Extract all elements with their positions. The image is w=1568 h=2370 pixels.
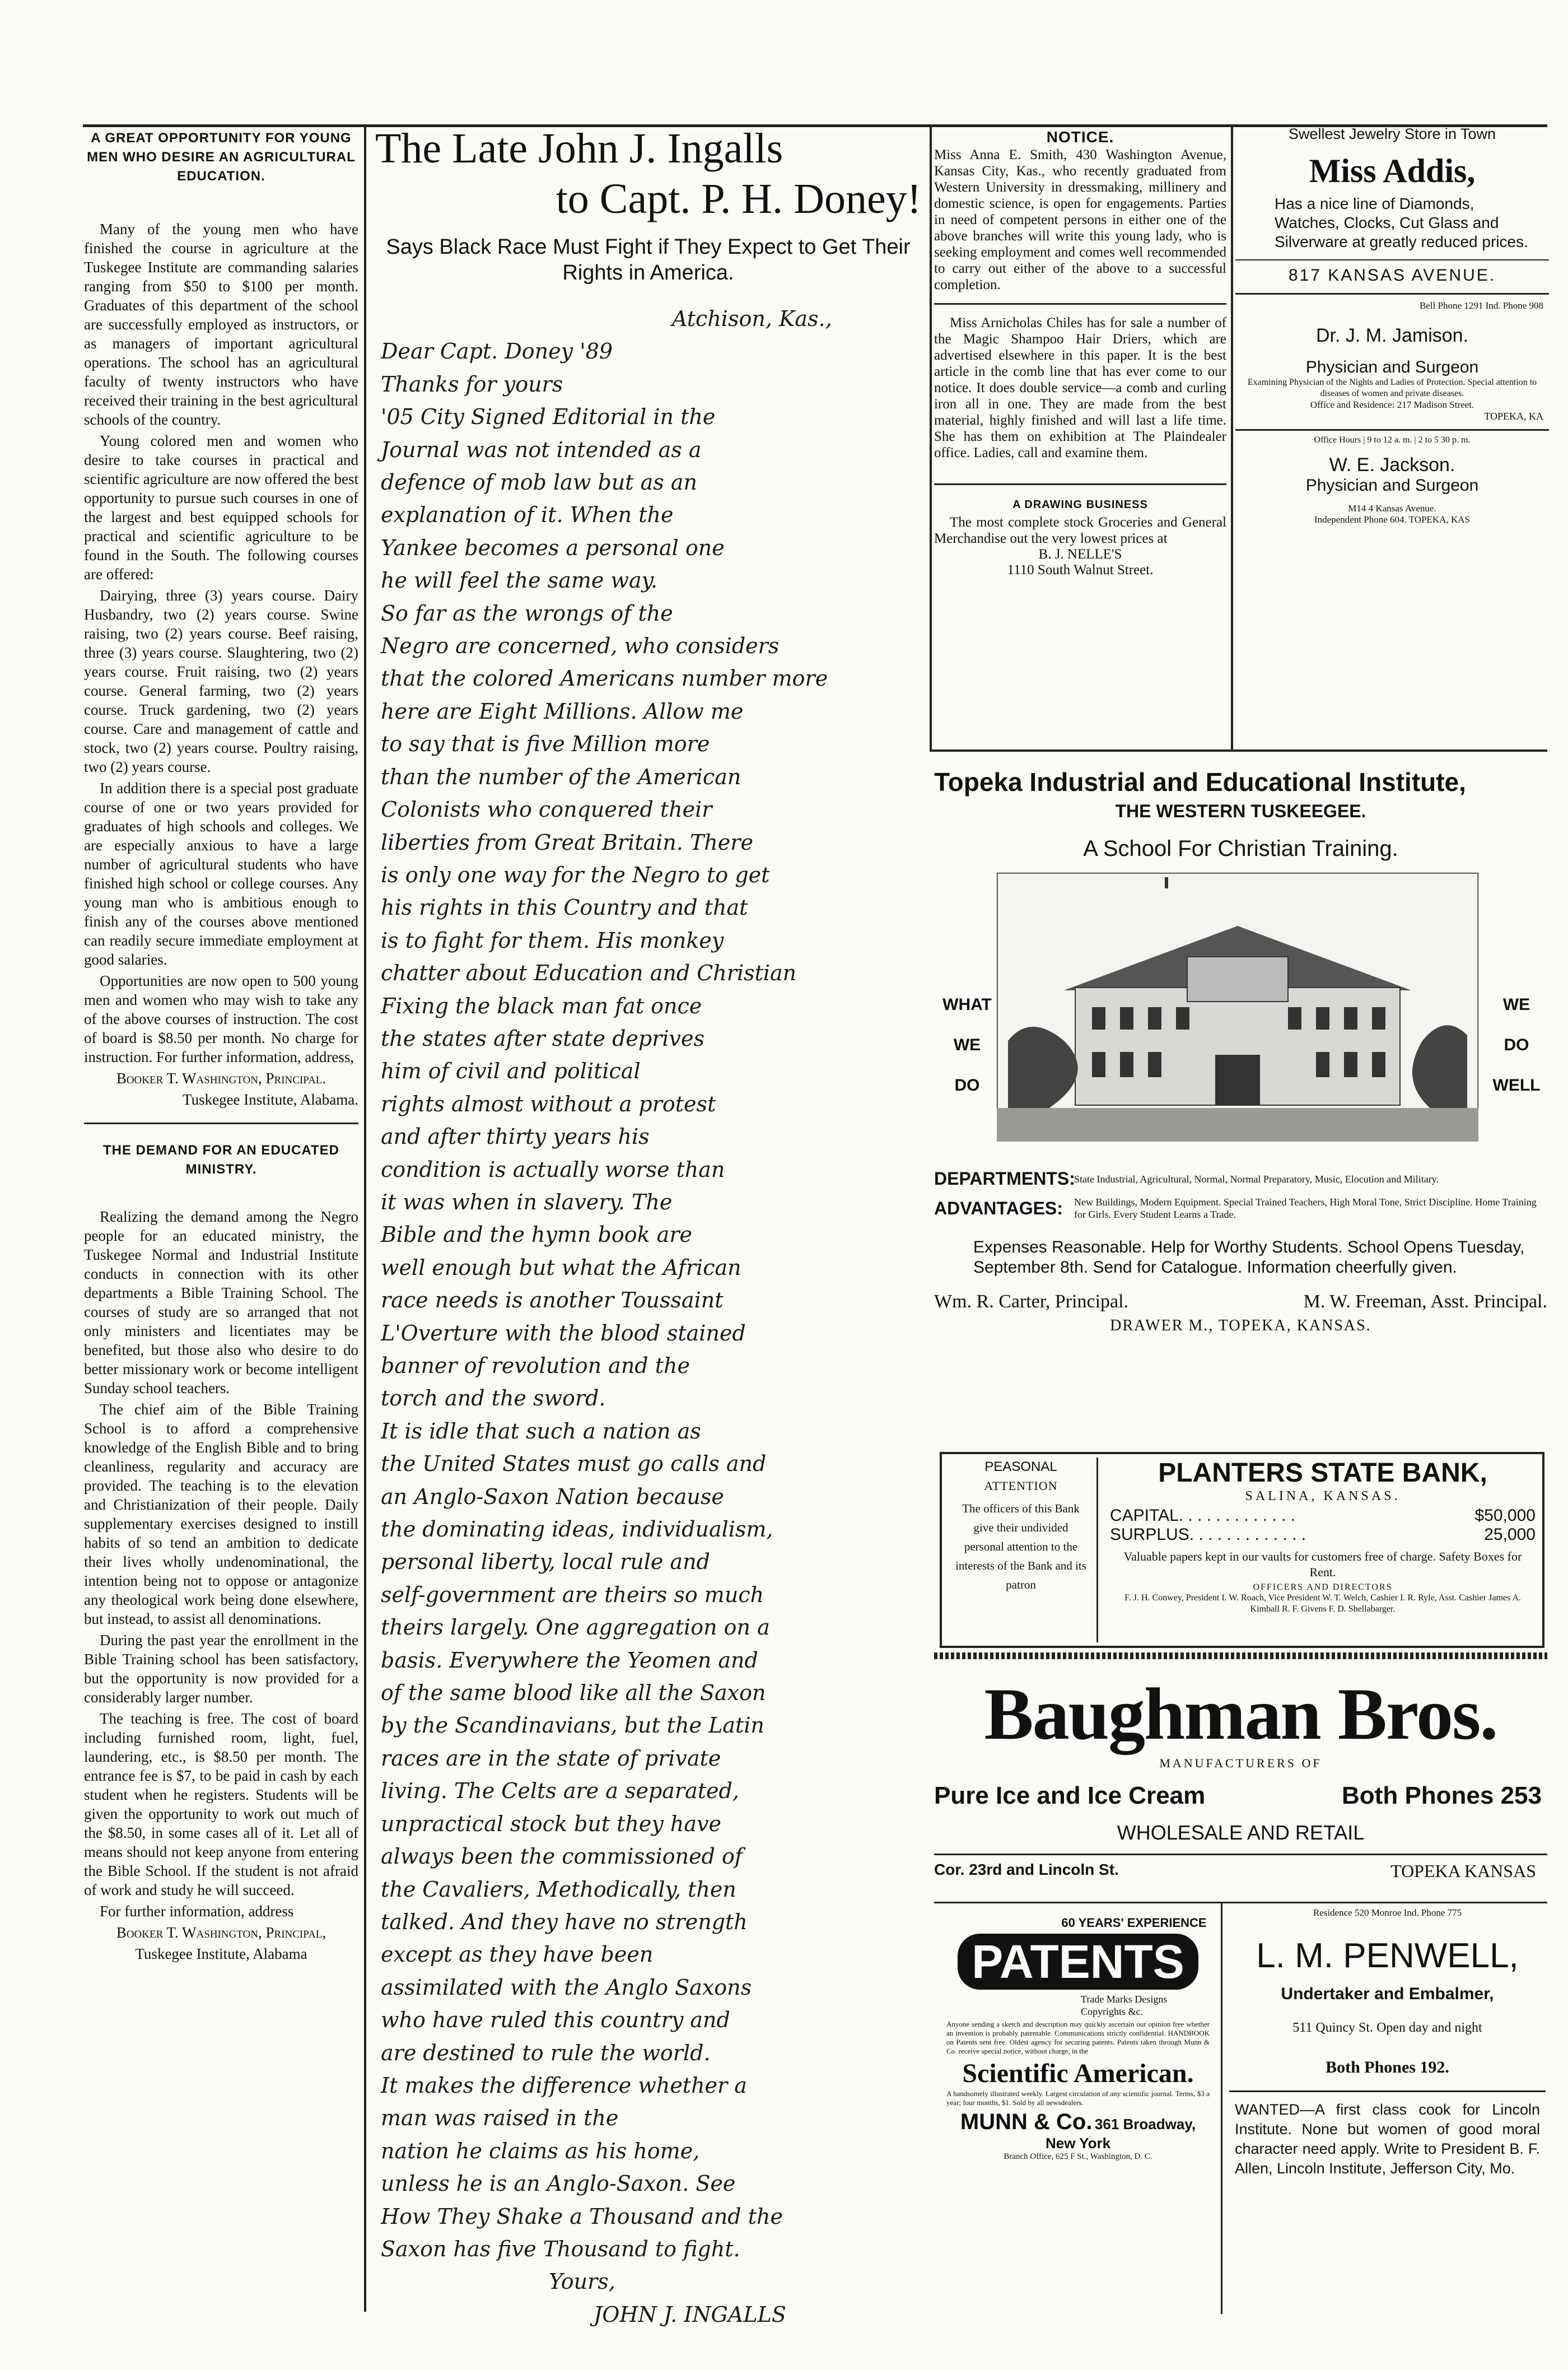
chiles-text: Miss Arnicholas Chiles has for sale a number of the Magic Shampoo Hair Driers, which are advertised elsewhere in this paper. It is the best article in the comb line that has ever come to our notice. It does double service—a comb and curling iron all in one. They are made from the best material, highly finished and will last a life time. She has them on exhibition at The Plaindealer office. Ladies, call and examine them. (934, 315, 1226, 460)
advantages-row (934, 1196, 1547, 1221)
patents-munn-addr: 361 Broadway, New York (1045, 2116, 1196, 2152)
bank-surplus-row (1104, 1525, 1541, 1544)
hand-line: well enough but what the African (381, 1255, 741, 1280)
lower-ads-separator (1221, 1902, 1222, 2314)
topeka-address: DRAWER M., TOPEKA, KANSAS. (1110, 1317, 1371, 1334)
doctor1-name: Dr. J. M. Jamison. (1315, 325, 1469, 346)
article1-paragraph: In addition there is a special post graduate course of one or two years provided for graduates of high schools and colleges. We are especially anxious to have a large number of agricultural students who have finished high school or college courses. Any young man who is ambitious enough to finish any of the courses above mentioned can readily secure immediate employment at good salaries. (84, 780, 358, 968)
lower-ads-rule (934, 1902, 1547, 1903)
hand-line: the United States must go calls and (381, 1451, 767, 1477)
hand-line: condition is actually worse than (381, 1157, 725, 1182)
bank-bottom-border (934, 1652, 1547, 1659)
topeka-left-words (942, 985, 992, 1106)
bank-main (1104, 1458, 1541, 1615)
bank-capital-row (1104, 1504, 1541, 1525)
hand-line: personal liberty, local rule and (381, 1549, 710, 1575)
topeka-tagline: A School For Christian Training. (1083, 836, 1398, 861)
penwell-both-phones: Both Phones 192. (1326, 2058, 1449, 2076)
hand-line: unpractical stock but they have (381, 1811, 722, 1836)
patents-ad (946, 1916, 1210, 2162)
col-separator-2 (930, 124, 932, 752)
hand-line: '05 City Signed Editorial in the (381, 404, 716, 430)
notice-text: Miss Anna E. Smith, 430 Washington Avenue, Kansas City, Kas., who recently graduated from Western University in dressmaking, millinery and domestic science, is open for engagements. Parties in need of competent persons in either one of the above branches will write this young lady, who is seeking employment and comes well recommended to carry out either of the above to a successful completion. (934, 147, 1226, 292)
article2-paragraph: The teaching is free. The cost of board including furnished room, light, fuel, laundering, etc., is $8.50 per month. The entrance fee is $7, to be paid in cash by each student when he registers. Students will be given the opportunity to work out much of the $8.50, in some cases all of it. Let all of means should not keep anyone from entering the Bible School. If the student is not afraid of work and study he will succeed. (84, 1710, 358, 1898)
hand-line: liberties from Great Britain. There (381, 830, 753, 855)
bank-capital-value: $50,000 (1474, 1506, 1536, 1525)
hand-line: are destined to rule the world. (381, 2040, 711, 2065)
departments-row (934, 1168, 1547, 1189)
jewelry-name: Miss Addis, (1309, 152, 1476, 189)
jewelry-address: 817 KANSAS AVENUE. (1288, 266, 1496, 285)
patents-munn: MUNN & Co. (960, 2110, 1093, 2134)
hand-line: Bible and the hymn book are (381, 1222, 692, 1247)
article1-signature-place: Tuskegee Institute, Alabama. (183, 1091, 358, 1108)
drawing-title: A DRAWING BUSINESS (1012, 499, 1148, 511)
topeka-picture-row (934, 873, 1547, 1164)
hand-line: and after thirty years his (381, 1124, 650, 1149)
hand-line: Thanks for yours (381, 371, 563, 397)
right-word: DO (1504, 1036, 1529, 1054)
article2-title: THE DEMAND FOR AN EDUCATED MINISTRY. (103, 1143, 339, 1177)
jewelry-divider (1235, 259, 1549, 260)
topeka-expenses: Expenses Reasonable. Help for Worthy Students. School Opens Tuesday, September 8th. Send for Catalogue. Information cheerfully given. (973, 1238, 1525, 1277)
article1-paragraph: Dairying, three (3) years course. Dairy Husbandry, two (2) years course. Swine raising, two (2) years course. Beef raising, three (3) years course. Slaughtering, two (2) years course. Fruit raising, two (2) years course. General farming, two (2) years course. Truck gardening, two (2) years course. Care and management of cattle and stock, two (2) years course. Poultry raising, two (2) years course. (84, 587, 358, 775)
col-separator-3 (1231, 124, 1233, 752)
bank-vault: Valuable papers kept in our vaults for customers free of charge. Safety Boxes for Rent. (1123, 1549, 1522, 1579)
topeka-principal: Wm. R. Carter, Principal. (934, 1291, 1129, 1312)
notices-column (934, 128, 1226, 578)
hand-line: race needs is another Toussaint (381, 1288, 724, 1313)
drawing-address: 1110 South Walnut Street. (1007, 562, 1154, 578)
column-1 (84, 129, 358, 1966)
letter-title-line1: The Late John J. Ingalls (375, 125, 783, 172)
advantages-label: ADVANTAGES: (934, 1198, 1063, 1218)
chiles-divider (934, 483, 1226, 485)
article2-signature: Booker T. Washington, Principal, (116, 1924, 326, 1941)
doctor1-phones: Bell Phone 1291 Ind. Phone 908 (1420, 300, 1543, 311)
handwritten-letter (370, 302, 927, 2331)
penwell-title: Undertaker and Embalmer, (1281, 1985, 1494, 2003)
doctor1-city: TOPEKA, KA (1484, 411, 1543, 422)
jewelry-head: Swellest Jewelry Store in Town (1288, 125, 1496, 142)
article2-signature-place: Tuskegee Institute, Alabama (135, 1945, 307, 1962)
topeka-title: Topeka Industrial and Educational Institute, (934, 767, 1466, 797)
hand-line: here are Eight Millions. Allow me (381, 699, 744, 724)
bank-city: SALINA, KANSAS. (1245, 1489, 1401, 1503)
doctor1-note: Examining Physician of the Nights and Ladies of Protection. Special attention to diseases of women and private diseases. (1247, 378, 1537, 398)
col-separator-1 (364, 124, 366, 2312)
letter-title-line2: to Capt. P. H. Doney! (556, 175, 921, 222)
article1-paragraph: Young colored men and women who desire to take courses in practical and scientific agriculture are now offered the best opportunity to pursue such courses in one of the largest and best equipped schools for practical and scientific agriculture to be found in the South. The following courses are offered: (84, 432, 358, 583)
patents-marks: Trade Marks Designs Copyrights &c. (1081, 1994, 1168, 2017)
wanted-notice: WANTED—A first class cook for Lincoln Institute. None but women of good moral character need apply. Write to President B. F. Allen, Lincoln Institute, Jefferson City, Mo. (1235, 2101, 1540, 2177)
baughman-subtitle: MANUFACTURERS OF (1159, 1756, 1322, 1770)
left-word: DO (954, 1076, 980, 1095)
bank-left-text: The officers of this Bank give their undivided personal attention to the interests of the Bank and its patron (955, 1502, 1086, 1591)
hand-line: unless he is an Anglo-Saxon. See (381, 2171, 736, 2196)
departments-label: DEPARTMENTS: (934, 1168, 1075, 1189)
doctor1-office: Office and Residence: 217 Madison Street. (1310, 399, 1474, 410)
baughman-city: TOPEKA KANSAS (1390, 1861, 1536, 1881)
hand-line: self-government are theirs so much (381, 1582, 764, 1607)
hand-line: rights almost without a protest (381, 1091, 716, 1116)
planters-bank-ad (940, 1452, 1544, 1648)
article1-body (84, 220, 358, 1109)
left-word: WE (953, 1036, 981, 1054)
penwell-phones: Residence 520 Monroe Ind. Phone 775 (1313, 1907, 1462, 1918)
baughman-name: Baughman Bros. (984, 1673, 1497, 1755)
hand-line: an Anglo-Saxon Nation because (381, 1484, 724, 1509)
business-cards-column (1235, 122, 1549, 525)
hand-line: It is idle that such a nation as (381, 1418, 701, 1444)
left-word: WHAT (942, 995, 992, 1014)
departments-text: State Industrial, Agricultural, Normal, Normal Preparatory, Music, Elocution and Military. (1074, 1173, 1439, 1185)
hand-line: the dominating ideas, individualism, (381, 1517, 773, 1542)
article-divider (84, 1123, 358, 1124)
hand-line: nation he claims as his home, (381, 2138, 700, 2163)
letter-subtitle: Says Black Race Must Fight if They Expect to Get Their Rights in America. (386, 235, 911, 285)
hand-line: Negro are concerned, who considers (381, 634, 780, 659)
doctor2-hours: Office Hours | 9 to 12 a. m. | 2 to 5 30 p. m. (1314, 435, 1471, 445)
article2-paragraph: For further information, address (100, 1903, 294, 1920)
hand-line: defence of mob law but as an (381, 470, 697, 495)
doctor2-phone: Independent Phone 604. TOPEKA, KAS (1314, 514, 1470, 525)
doctor2-name: W. E. Jackson. (1329, 454, 1455, 476)
hand-line: Saxon has five Thousand to fight. (381, 2236, 740, 2261)
bank-personal-attention (945, 1458, 1098, 1642)
patents-branch: Branch Office, 625 F St., Washington, D. C. (1004, 2152, 1152, 2161)
topeka-asst-principal: M. W. Freeman, Asst. Principal. (1303, 1291, 1547, 1312)
bank-left-head2: ATTENTION (984, 1479, 1058, 1493)
hand-line: Journal was not intended as a (381, 437, 702, 462)
hand-line: chatter about Education and Christian (381, 961, 797, 986)
doctor1-title: Physician and Surgeon (1305, 358, 1479, 376)
hand-line: the states after state deprives (381, 1026, 704, 1051)
baughman-wholesale: WHOLESALE AND RETAIL (1117, 1821, 1365, 1844)
hand-line: basis. Everywhere the Yeomen and (381, 1647, 758, 1673)
jewelry-text: Has a nice line of Diamonds, Watches, Clocks, Cut Glass and Silverware at greatly reduced prices. (1275, 195, 1528, 250)
hand-line: L'Overture with the blood stained (381, 1320, 746, 1345)
hand-line: by the Scandinavians, but the Latin (381, 1713, 764, 1738)
hand-line: Dear Capt. Doney '89 (381, 339, 613, 364)
hand-line: Yours, (549, 2269, 615, 2294)
baughman-ad (934, 1672, 1547, 1882)
baughman-phones: Both Phones 253 (1342, 1782, 1542, 1809)
hand-line: living. The Celts are a separated, (381, 1778, 739, 1804)
hand-line: assimilated with the Anglo Saxons (381, 1975, 752, 2000)
patents-top: 60 YEARS' EXPERIENCE (1061, 1916, 1207, 1930)
hand-line: is only one way for the Negro to get (381, 862, 770, 887)
hand-line: man was raised in the (381, 2106, 619, 2131)
hand-line: Yankee becomes a personal one (381, 535, 725, 560)
hand-line: of the same blood like all the Saxon (381, 1680, 766, 1706)
hand-line: talked. And they have no strength (381, 1909, 748, 1934)
doctor2-note: M14 4 Kansas Avenue. (1348, 503, 1436, 514)
bank-capital-label: CAPITAL. . . . . . . . . . . . . (1110, 1506, 1296, 1525)
patents-text: Anyone sending a sketch and description may quickly ascertain our opinion free whether an invention is probably patentable. Communications strictly confidential. HANDBOOK on Patents sent free. Oldest agency for securing patents. Patents taken through Munn & Co. receive special notice, without charge, in the (946, 2020, 1210, 2055)
doctor2-title: Physician and Surgeon (1305, 476, 1479, 495)
hand-signature: JOHN J. INGALLS (594, 2302, 786, 2327)
topeka-right-words (1488, 985, 1544, 1106)
drawing-name: B. J. NELLE'S (1038, 547, 1122, 562)
penwell-ad (1229, 1907, 1546, 2178)
penwell-name: L. M. PENWELL, (1256, 1936, 1519, 1975)
bank-surplus-label: SURPLUS. . . . . . . . . . . . . (1110, 1525, 1306, 1544)
institute-building-image (997, 873, 1478, 1142)
topeka-institute-ad (934, 766, 1547, 1335)
hand-line: banner of revolution and the (381, 1353, 690, 1378)
ads-top-rule (930, 749, 1547, 752)
baughman-products: Pure Ice and Ice Cream (934, 1782, 1206, 1809)
hand-line: him of civil and political (381, 1059, 641, 1084)
right-word: WE (1502, 995, 1530, 1014)
article2-paragraph: The chief aim of the Bible Training School is to afford a comprehensive knowledge of the English Bible and to bring cleanliness, regularity and accuracy are provided. The teaching is to the elevation and Christianization of their people. Daily supplementary exercises designed to instill habits of so tend an ambition to dedicate their lives wholly undenominational, the intention being not to oppose or antagonize any theological work being done elsewhere, but instead, to assist all denominations. (84, 1401, 358, 1627)
hand-line: except as they have been (381, 1942, 654, 1967)
bank-left-head1: PEASONAL (984, 1459, 1057, 1474)
patents-sci-text: A handsomely illustrated weekly. Largest circulation of any scientific journal. Terms, $3 a year; four months, $1. Sold by all newsdealers. (946, 2089, 1210, 2107)
hand-line: always been the commissioned of (381, 1844, 743, 1869)
doctor-divider (1235, 429, 1549, 431)
hand-line: It makes the difference whether a (381, 2073, 747, 2098)
hand-line: How They Shake a Thousand and the (381, 2204, 783, 2229)
hand-line: torch and the sword. (381, 1386, 606, 1411)
hand-line: to say that is five Million more (381, 732, 710, 757)
bank-surplus-value: 25,000 (1484, 1525, 1536, 1544)
hand-line: So far as the wrongs of the (381, 600, 673, 626)
article1-title: A GREAT OPPORTUNITY FOR YOUNG MEN WHO DESIRE AN AGRICULTURAL EDUCATION. (87, 131, 356, 184)
drawing-text: The most complete stock Groceries and General Merchandise out the very lowest prices at (934, 515, 1226, 546)
hand-line: who have ruled this country and (381, 2008, 730, 2033)
article2-body (84, 1207, 358, 1963)
bank-officers-head: OFFICERS AND DIRECTORS (1253, 1582, 1393, 1592)
baughman-products-row (934, 1782, 1547, 1810)
hand-line: he will feel the same way. (381, 568, 658, 593)
hand-line: his rights in this Country and that (381, 895, 748, 920)
hand-line: it was when in slavery. The (381, 1189, 673, 1214)
article2-paragraph: During the past year the enrollment in the Bible Training school has been satisfactory, but the opportunity is now provided for a considerably larger number. (84, 1632, 358, 1706)
hand-line: explanation of it. When the (381, 502, 674, 528)
patents-munn-row (946, 2110, 1210, 2152)
notice-title: NOTICE. (1046, 128, 1114, 146)
article2-paragraph: Realizing the demand among the Negro people for an educated ministry, the Tuskegee Normal and Industrial Institute conducts in connection with its other departments a Bible Training School. The courses of study are so arranged that not only ministers and licentiates may be benefited, but those also who desire to do better missionary work or become intelligent Sunday school teachers. (84, 1208, 358, 1396)
baughman-divider (934, 1854, 1547, 1855)
hand-line: than the number of the American (381, 764, 741, 789)
article1-signature: Booker T. Washington, Principal. (116, 1070, 326, 1087)
notice-divider (934, 303, 1226, 305)
jewelry-bottom-divider (1235, 293, 1549, 295)
topeka-subtitle: THE WESTERN TUSKEEGEE. (1115, 801, 1366, 821)
penwell-divider (1229, 2090, 1546, 2092)
hand-line: that the colored Americans number more (381, 666, 828, 691)
hand-line: Fixing the black man fat once (381, 993, 702, 1018)
article1-paragraph: Opportunities are now open to 500 young men and women who may wish to take any of the above courses of instruction. The cost of board is $8.50 per month. No charge for instruction. For further information, address, (84, 972, 358, 1065)
hand-line: Atchison, Kas., (672, 306, 832, 331)
bank-title: PLANTERS STATE BANK, (1158, 1458, 1487, 1488)
hand-line: the Cavaliers, Methodically, then (381, 1877, 736, 1902)
baughman-address: Cor. 23rd and Lincoln St. (934, 1861, 1119, 1878)
advantages-text: New Buildings, Modern Equipment. Special Trained Teachers, High Moral Tone, Strict Discipline. Home Training for Girls. Every Student Learns a Trade. (1074, 1196, 1537, 1220)
patents-scientific: Scientific American. (962, 2059, 1194, 2088)
article1-paragraph: Many of the young men who have finished the course in agriculture at the Tuskegee Institute are commanding salaries ranging from $50 to $100 per month. Graduates of this department of the school are successfully employed as instructors, or as managers of important agricultural operations. The school has an agricultural faculty of twenty instructors who have received their training in the best agricultural schools of the country. (84, 221, 358, 428)
baughman-address-row (934, 1861, 1547, 1882)
topeka-officers-row (934, 1283, 1547, 1312)
ingalls-letter (370, 123, 927, 2331)
hand-line: is to fight for them. His monkey (381, 928, 724, 953)
right-word: WELL (1492, 1076, 1541, 1095)
penwell-address: 511 Quincy St. Open day and night (1292, 2020, 1482, 2035)
bank-officers: F. J. H. Conwey, President I. W. Roach, Vice President W. T. Welch, Cashier I. R. Ryle, Asst. Cashier James A. Kimball R. F. Givens F. D. Shellabarger. (1124, 1593, 1521, 1614)
hand-line: theirs largely. One aggregation on a (381, 1615, 770, 1640)
hand-line: races are in the state of private (381, 1745, 721, 1771)
patents-word: PATENTS (958, 1934, 1198, 1990)
hand-line: Colonists who conquered their (381, 797, 712, 822)
